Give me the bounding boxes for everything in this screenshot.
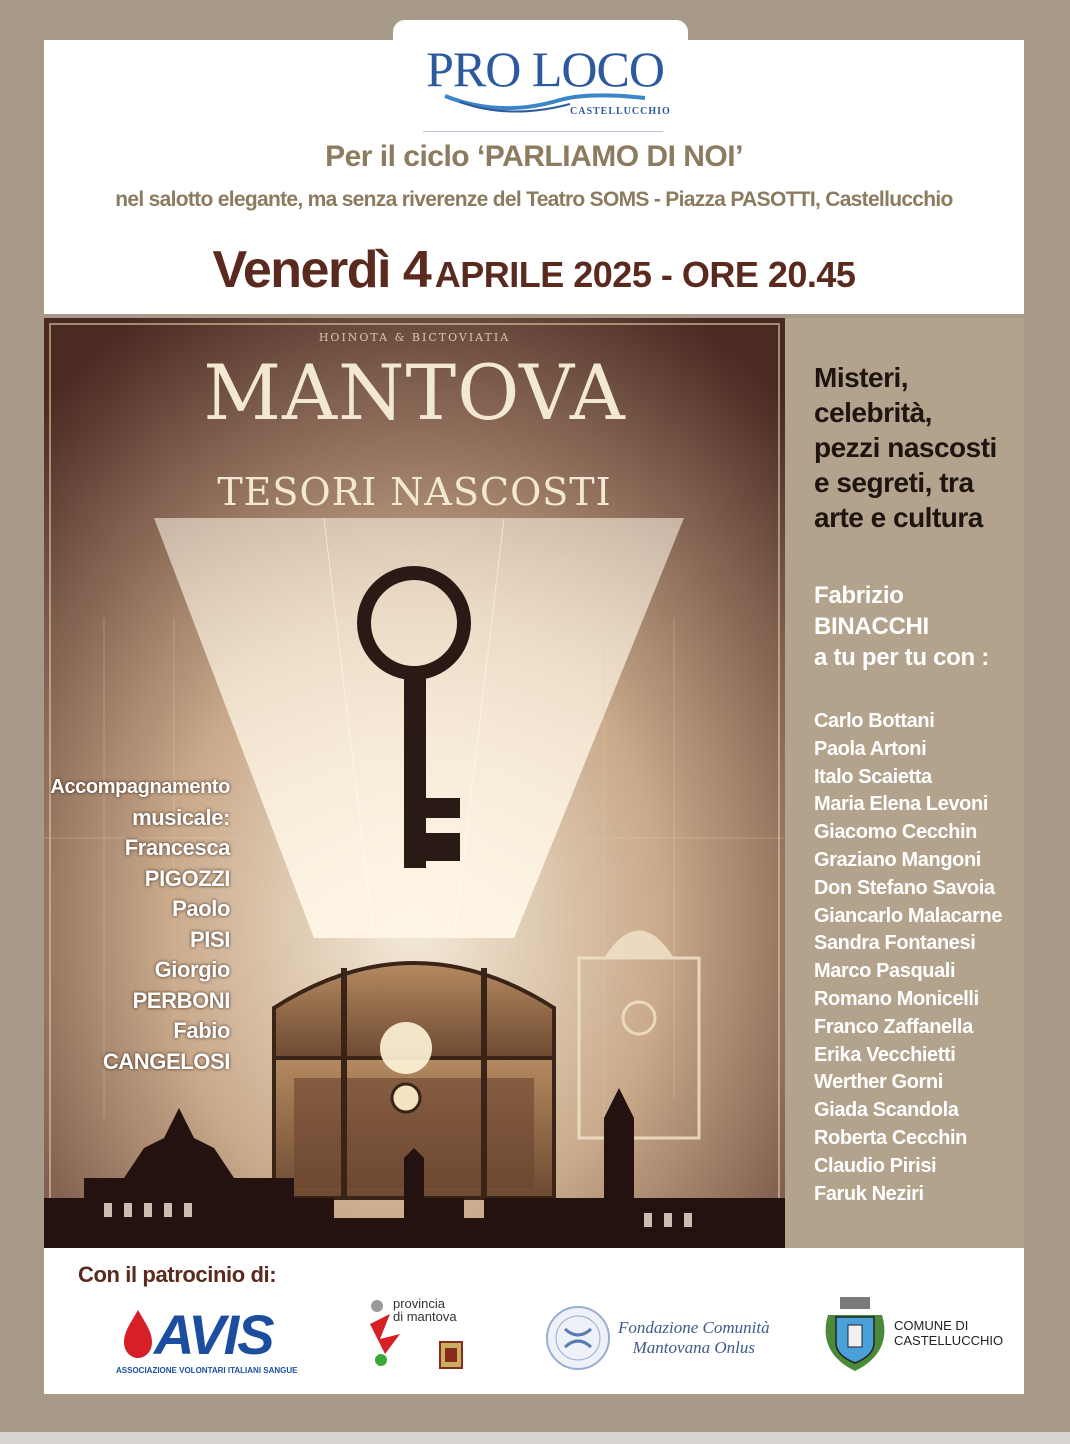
logo-subtitle: CASTELLUCCHIO <box>570 106 671 117</box>
tagline <box>814 360 997 535</box>
poster-subtitle: TESORI NASCOSTI <box>217 470 612 514</box>
fondazione-logo-icon <box>545 1305 611 1371</box>
musician-first: Francesca <box>124 835 230 860</box>
guest-name: Werther Gorni <box>814 1071 943 1094</box>
date-time: APRILE 2025 - ORE 20.45 <box>434 254 856 295</box>
patronage-label: Con il patrocinio di: <box>78 1262 277 1287</box>
date-day: Venerdì 4 <box>212 241 431 299</box>
guest-name: Marco Pasquali <box>814 960 956 983</box>
avis-wordmark: AVIS <box>154 1303 273 1366</box>
comune-line: CASTELLUCCHIO <box>894 1333 1004 1348</box>
guest-name: Roberta Cecchin <box>814 1126 967 1149</box>
comune-line: COMUNE DI <box>894 1318 969 1333</box>
musician-first: Paolo <box>172 896 230 921</box>
poster-title: MANTOVA <box>203 348 626 437</box>
guest-name: Paola Artoni <box>814 737 927 760</box>
logo-divider <box>423 131 663 132</box>
musician-last: CANGELOSI <box>102 1048 230 1074</box>
guest-name: Erika Vecchietti <box>814 1043 956 1066</box>
guest-name: Franco Zaffanella <box>814 1015 973 1038</box>
fondazione-line: Mantovana Onlus <box>632 1338 755 1357</box>
guest-name: Carlo Bottani <box>814 710 935 732</box>
musician-first: Giorgio <box>154 957 230 982</box>
poster-top-line: HOINOTA & BICTOVIATIA <box>318 331 511 344</box>
guest-name: Faruk Neziri <box>814 1182 924 1205</box>
guest-name: Claudio Pirisi <box>814 1154 937 1177</box>
guest-list <box>814 708 1002 1208</box>
tagline-line: arte e cultura <box>814 502 983 533</box>
musician-last: PERBONI <box>132 987 230 1013</box>
event-date <box>44 240 1024 300</box>
guest-name: Sandra Fontanesi <box>814 932 976 955</box>
provincia-line: di mantova <box>393 1309 457 1324</box>
guest-name: Romano Monicelli <box>814 987 979 1010</box>
guest-name: Italo Scaietta <box>814 765 932 788</box>
guest-name: Graziano Mangoni <box>814 848 981 871</box>
guest-name: Giada Scandola <box>814 1099 959 1122</box>
music-label: musicale: <box>132 804 230 830</box>
fondazione-line: Fondazione Comunità <box>618 1318 770 1337</box>
guest-name: Giacomo Cecchin <box>814 821 977 844</box>
musician-last: PISI <box>190 926 230 952</box>
musician-last: PIGOZZI <box>144 865 230 891</box>
bottom-strip <box>0 1432 1070 1444</box>
musician-first: Fabio <box>173 1018 230 1043</box>
host-line: BINACCHI <box>814 613 929 640</box>
tagline-line: celebrità, <box>814 397 932 428</box>
avis-subtitle: ASSOCIAZIONE VOLONTARI ITALIANI SANGUE <box>116 1366 298 1375</box>
comune-crest-icon <box>820 1295 890 1375</box>
guest-name: Don Stefano Savoia <box>814 876 995 899</box>
host-line: Fabrizio <box>814 582 904 609</box>
music-label: Accompagnamento <box>50 776 230 798</box>
guest-name: Maria Elena Levoni <box>814 793 988 816</box>
comune-text <box>894 1318 1003 1348</box>
tagline-line: pezzi nascosti <box>814 432 997 463</box>
host-line: a tu per tu con : <box>814 644 989 671</box>
venue-line: nel salotto elegante, ma senza riverenze del Teatro SOMS - Piazza PASOTTI, Castellucchio <box>115 188 953 211</box>
provincia-line: provincia <box>393 1296 446 1311</box>
guest-name: Giancarlo Malacarne <box>814 904 1003 927</box>
fondazione-text <box>618 1318 770 1358</box>
provincia-text <box>393 1297 457 1323</box>
tagline-line: Misteri, <box>814 362 909 393</box>
cycle-title: Per il ciclo ‘PARLIAMO DI NOI’ <box>325 140 743 173</box>
music-credits <box>50 772 230 1077</box>
host-block <box>814 580 989 673</box>
tagline-line: e segreti, tra <box>814 467 974 498</box>
pro-loco-logo: PRO LOCO <box>426 41 664 97</box>
